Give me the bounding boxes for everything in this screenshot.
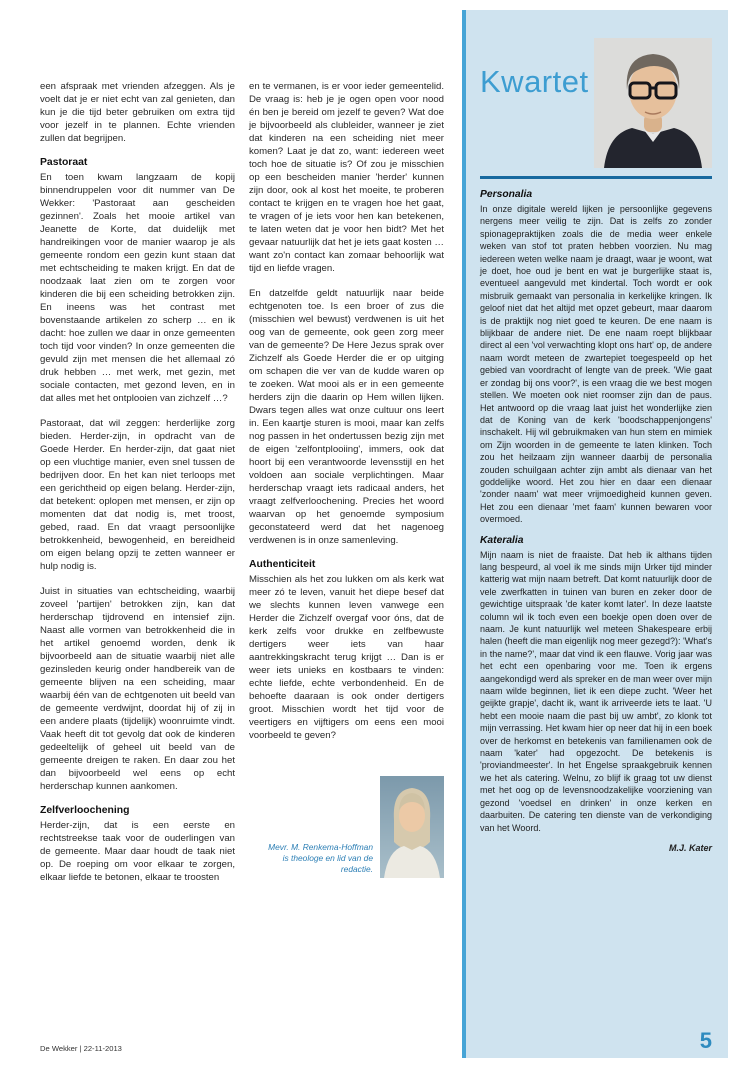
section-heading-authenticiteit: Authenticiteit [249, 559, 316, 570]
paragraph: En datzelfde geldt natuurlijk naar beide echtgenoten toe. Is een broer of zus die (misschien wel bewust) verdwenen is uit het oog van de gemeente, ook geen zorg meer van de gemeente? De Here Jezus sprak over Zichzelf als Goede Herder die er op uitging om schapen die ver van de kudde waren op te zoeken. Wat mooi als er in een gemeente herders zijn die daarin op Hem willen lijken. Dwars tegen alles wat onze cultuur ons leert in. Een kaartje sturen is mooi, maar kan zelfs nog passen in het ondertussen bezig zijn met de eigen 'zelfontplooiing', immers, ook dat hoort bij een verantwoorde levensstijl en het voldoen aan sociale verplichtingen. Maar herderschap vraagt iets radicaal anders, het vraagt zelfverloochening. Precies het woord waarvan op het genoemde symposium geconstateerd werd dat het nagenoeg verdwenen is in onze samenleving. [249, 288, 444, 546]
editor-figure [249, 776, 444, 878]
paragraph: en te vermanen, is er voor ieder gemeentelid. De vraag is: heb je je ogen open voor nood én ben je bereid om jezelf te geven? Wat doe je bijvoorbeeld als clubleider, wanneer je ziet dat kinderen na een scheiding niet meer komen? Laat je dat zo, want: iedereen weet toch hoe de situatie is? Of zou je misschien op een bescheiden manier 'herder' kunnen zijn door, ook al kost het moeite, te proberen contact te krijgen en te vragen hoe het gaat, te vragen of je iets voor hen kan betekenen, te laten weten dat je voor hen bidt? Met het gevaar natuurlijk dat het je iets gaat kosten … want zo'n contact kan zomaar behoorlijk wat tijd en liefde vragen. [249, 81, 444, 274]
paragraph: Juist in situaties van echtscheiding, waarbij zoveel 'partijen' betrokken zijn, kan dat herderschap tijdrovend en intensief zijn. Naast alle vormen van betrokkenheid die in het artikel genoemd worden, denk ik bijvoorbeeld aan de situatie waarbij niet alle gezinsleden keurig onder handbereik van de gemeente blijven na een scheiding, maar waarbij één van de echtgenoten uit beeld van de gemeente verdwijnt, doordat hij of zij in een andere plaats (tijdelijk) woonruimte vindt. Vaak heeft dit tot gevolg dat ook de kinderen gedeeltelijk of geheel uit beeld van de gemeente dreigen te raken. En daar zou het dan bijvoorbeeld wel eens op echt herderschap kunnen aankomen. [40, 586, 235, 792]
paragraph: Misschien als het zou lukken om als kerk wat meer zó te leven, vanuit het diepe besef dat we slechts kunnen leven vanwege een Herder die Zichzelf overgaf voor óns, dat de kerk zelfs voor drukke en zelfbewuste dertigers weer iets van haar aantrekkingskracht terug krijgt … Dan is er weer iets unieks en kostbaars te vinden: echte liefde, echte verbondenheid. En de behoefte daaraan is ook onder dertigers groot. Misschien wordt het tijd voor de veertigers en vijftigers om eens een mooi voorbeeld te geven? [249, 574, 444, 741]
paragraph: Pastoraat, dat wil zeggen: herderlijke zorg bieden. Herder-zijn, in opdracht van de Goede Herder. En herder-zijn, dat gaat niet op een vluchtige manier, even snel tussen de bedrijven door. En het kan niet terloops met een gerichtheid op eigen belang. Herder-zijn, dat betekent: oplopen met mensen, er zijn op momenten dat dat nodig is, met troost, gebed, raad. En dat vraagt persoonlijke betrokkenheid, bewogenheid, en bereidheid om eigen belang opzij te zetten wanneer er hulp nodig is. [40, 418, 235, 572]
page-number: 5 [699, 1028, 712, 1053]
header-rule-divider [480, 176, 712, 179]
columnist-portrait-photo [594, 38, 712, 168]
column-1 [40, 80, 235, 896]
section-heading-pastoraat: Pastoraat [40, 157, 88, 168]
paragraph-intro: een afspraak met vrienden afzeggen. Als je voelt dat je er niet echt van zal genieten, dan kun je die tijd beter gebruiken om extra tijd voor jezelf in te plannen. Echte vrienden zullen dat begrijpen. [40, 81, 235, 144]
kwartet-sidebar [462, 10, 728, 1058]
column-heading-kateralia: Kateralia [480, 534, 524, 546]
article-body [40, 80, 444, 896]
kwartet-header [480, 10, 712, 168]
author-signature: M.J. Kater [668, 842, 712, 853]
column-heading-personalia: Personalia [480, 189, 533, 200]
column-2 [249, 80, 444, 896]
kateralia-text: Mijn naam is niet de fraaiste. Dat heb ik althans tijden lang bespeurd, al voel ik me sinds mijn Urker tijd minder katterig wat mijn naam betreft. Dat komt natuurlijk door de vele zwerfkatten in tuinen van buren en zeker door de gewichtige uitspraak 'de kater komt later'. In deze laatste column wil ik toch even een boekje open doen over de naam. Je kunt natuurlijk wel meteen Shakespeare erbij halen (heeft die man eigenlijk nog meer gezegd?): 'What's in the name?', maar dat vind ik een flauwe. Vorig jaar was het echt een openbaring voor me. Toen ik ergens aangekondigd werd als spreker en de man weer over mijn naam wilde beginnen, liet ik een diepe zucht. 'Weer het geijkte grapje', dacht ik, want ik arriveerde iets te laat. 'U hebt een mooie naam die past bij uw ambt', zo klonk tot mijn verrassing. Het kwam hier op neer dat hij in een boek over de herkomst en betekenis van familienamen ook de naam 'kater' had opgezocht. De betekenis is 'proviandmeester'. In het Engelse spraakgebruik kennen we het als catering. Welnu, zo blijf ik graag tot uw dienst met het oog op de levensnoodzakelijke voorziening van gezond 'voedsel en drinken' in onze kerken en daarbuiten. De catering ten dienste van de verkondiging van het Woord. [480, 549, 712, 833]
kwartet-title: Kwartet [480, 64, 589, 99]
paragraph: En toen kwam langzaam de kopij binnendruppelen voor dit nummer van De Wekker: 'Pastoraat aan gescheiden gezinnen'. Zoals het mooie artikel van Jeanette de Korte, dat duidelijk met handreikingen voor de manier waarop je als gemeente rondom een gezin kunt staan dat met echtscheiding te maken krijgt. En dat de noodzaak laat zien om te zorgen voor kinderen die bij een scheiding betrokken zijn. En ineens was het contrast met bovenstaande artikelen zo scherp … en ik dacht: hoe zullen we daar in onze gemeenten toch tijd voor vinden? In onze gemeenten die gevuld zijn met mensen die het allemaal zó druk hebben … met werk, met gezin, met sociale contacten, met gezond leven, en in dat alles met het ontplooien van zichzelf …? [40, 172, 235, 404]
personalia-text: In onze digitale wereld lijken je persoonlijke gegevens nergens meer veilig te zijn. Dat is zelfs zo zonder spionagepraktijken zoals die de media weer enkele weken van stof tot praten hebben voorzien. Nu mag iedereen weten welke naam je draagt, waar je woont, wat je doet, hoe oud je bent en wat je burgerlijke staat is, eventueel aangevuld met kindertal. Toch wordt er ook misbruik gemaakt van personalia in kerkelijke kringen. Ik geloof niet dat het altijd met opzet gebeurt, maar daarom is de praktijk nog niet goed te keuren. De ene naam is blijkbaar de andere niet. De ene naam roept blijkbaar direct al een 'vol verwachting klopt ons hart' op, de andere naam wordt meteen de zwartepiet toegespeeld op het gebied van voordracht of lengte van de preek. 'Wie gaat er zondag bij ons voor?', is een vraag die we best mogen stellen. We moeten ook niet roomser zijn dan de paus. Het antwoord op die vraag laat juist het wonderlijke zien dat de Koning van de kerk 'boodschappenjongens' inschakelt. Hij wil gebruikmaken van hun stem en mimiek om Zijn woorden in de gemeente te laten klinken. Toch zou het heilzaam zijn wanneer daarbij de personalia zouden schuilgaan achter zijn ambt als dienaar van het goddelijke woord. Het zou hier en daar een dienaar 'zonder naam' wat meer vrijmoedigheid kunnen geven. Het zou een dienaar 'met faam' kunnen bewaren voor overmoed. [480, 204, 712, 525]
photo-caption: Mevr. M. Renkema-Hoffman is theologe en lid van de redactie. [268, 842, 373, 874]
footer-publication-date: De Wekker | 22-11-2013 [40, 1044, 122, 1053]
editor-portrait-photo [380, 776, 444, 878]
paragraph: Herder-zijn, dat is een eerste en rechtstreekse taak voor de ouderlingen van de gemeente. Maar daar houdt de taak niet op. De roeping om voor elkaar te zorgen, elkaar liefde te betonen, elkaar te troosten [40, 820, 235, 883]
section-heading-zelfverloochening: Zelfverloochening [40, 805, 130, 816]
